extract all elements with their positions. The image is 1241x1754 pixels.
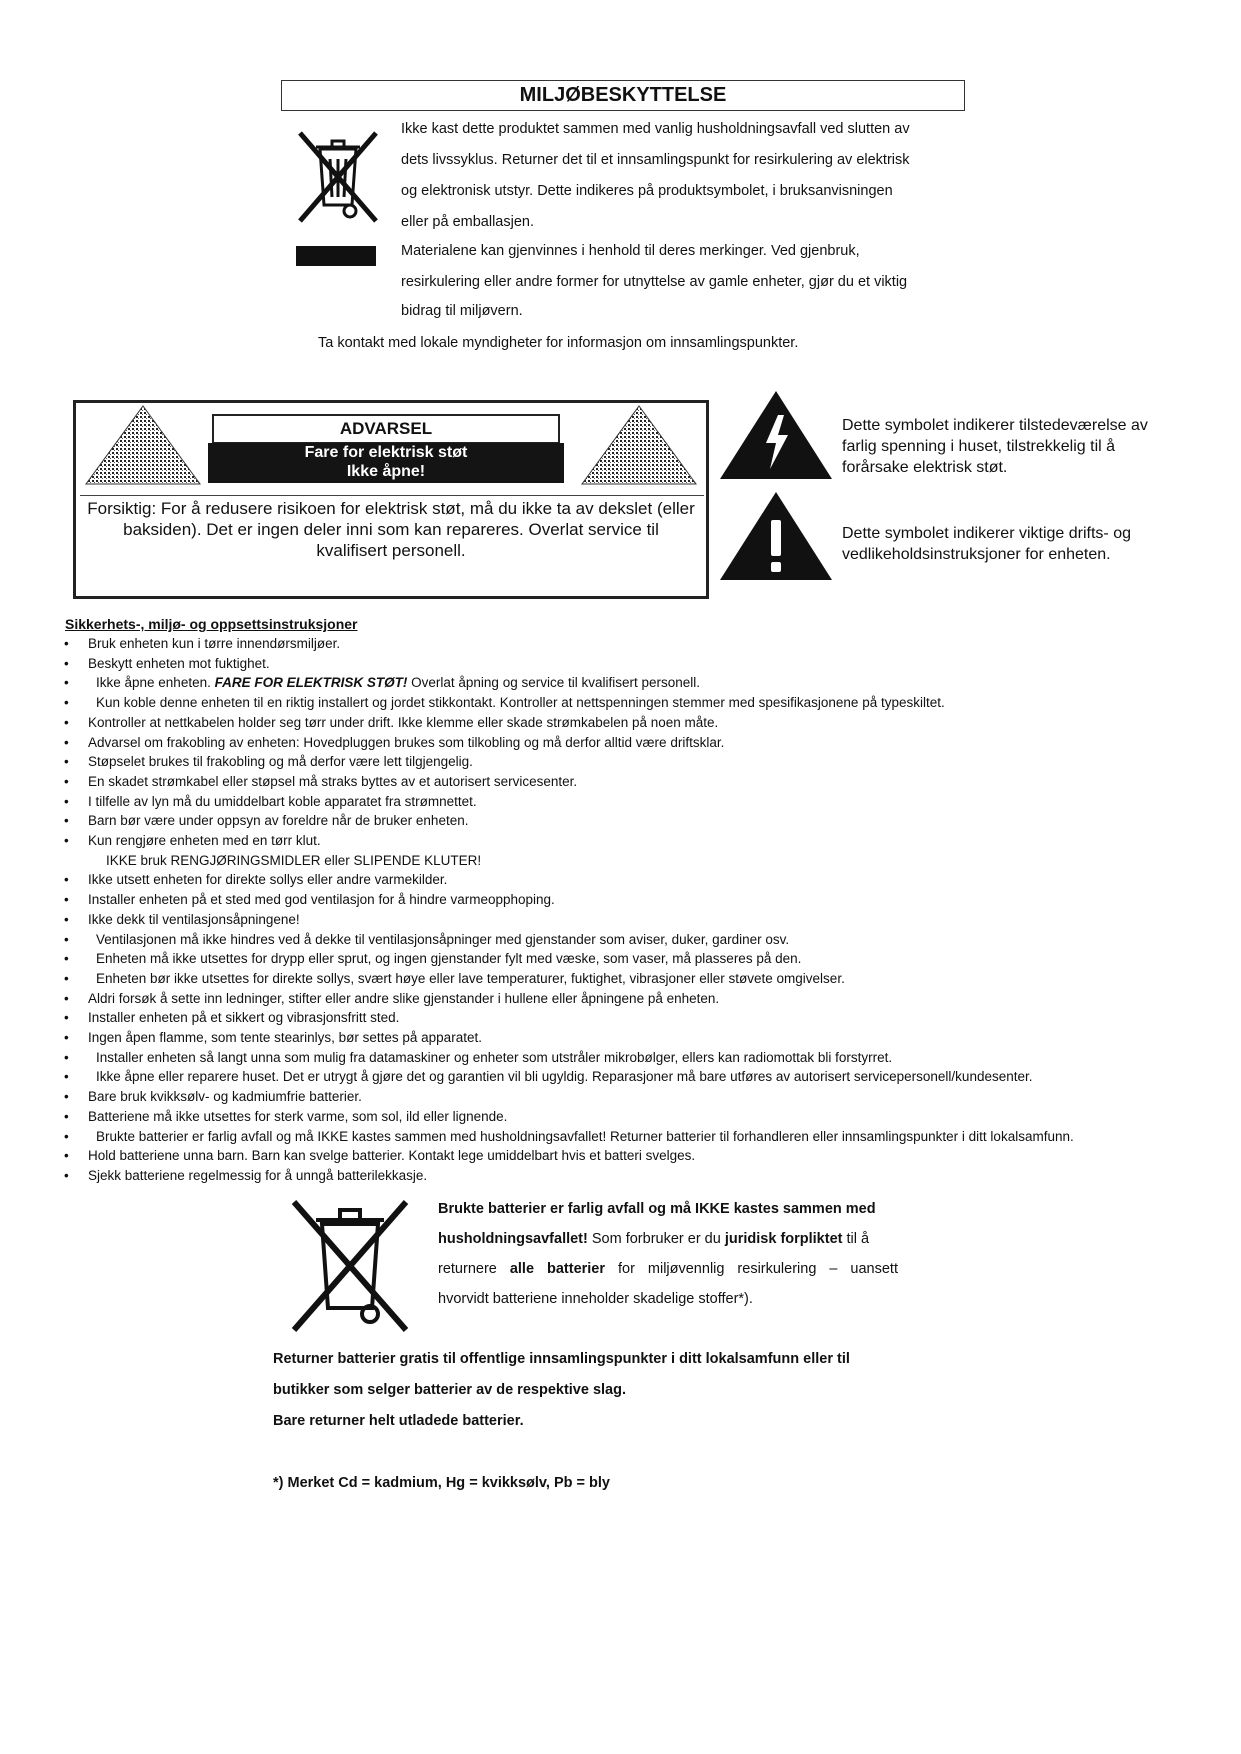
- battery-text-line: [438, 1259, 898, 1279]
- environment-line: eller på emballasjen.: [401, 214, 534, 230]
- warning-subtitle: Fare for elektrisk støt: [304, 444, 468, 461]
- instructions-list: [64, 634, 1184, 1186]
- crossed-bin-icon: [282, 1196, 418, 1336]
- list-item: • Installer enheten på et sikkert og vibrasjonsfritt sted.: [64, 1008, 1184, 1028]
- list-item: • I tilfelle av lyn må du umiddelbart koble apparatet fra strømnettet.: [64, 792, 1184, 812]
- lightning-symbol-text: Dette symbolet indikerer tilstedeværelse av farlig spenning i huset, tilstrekkelig til å forårsake elektrisk støt.: [842, 417, 1148, 476]
- environment-line: resirkulering eller andre former for utnyttelse av gamle enheter, gjør du et viktig: [401, 274, 908, 290]
- battery-bold-text: husholdningsavfallet!: [438, 1231, 588, 1247]
- battery-bold-text: alle batterier: [509, 1261, 606, 1277]
- list-item: • Installer enheten så langt unna som mulig fra datamaskiner og enheter som utstråler mikrobølger, ellers kan radiomottak bli forstyrret.: [64, 1048, 1184, 1068]
- list-item: • Beskytt enheten mot fuktighet.: [64, 654, 1184, 674]
- list-item-text: Overlat åpning og service til kvalifisert personell.: [411, 675, 701, 691]
- list-item: • Ikke åpne eller reparere huset. Det er utrygt å gjøre det og garantien vil bli ugyldig. Reparasjoner må bare utføres av autorisert servicepersonell/kundesenter.: [64, 1067, 1184, 1087]
- list-item: • Kontroller at nettkabelen holder seg tørr under drift. Ikke klemme eller skade strømkabelen på noen måte.: [64, 713, 1184, 733]
- black-bar-marker: [296, 246, 376, 266]
- environment-line: Ikke kast dette produktet sammen med vanlig husholdningsavfall ved slutten av: [401, 121, 910, 137]
- warning-subtitle: Ikke åpne!: [346, 463, 426, 480]
- list-item: IKKE bruk RENGJØRINGSMIDLER eller SLIPENDE KLUTER!: [106, 852, 482, 868]
- warning-title: ADVARSEL: [212, 414, 560, 444]
- battery-bold-text: juridisk forpliktet: [724, 1231, 843, 1247]
- battery-text: returnere: [438, 1261, 510, 1277]
- lightning-warning-icon: [718, 389, 834, 481]
- warning-triangle-icon: [580, 404, 698, 486]
- list-item: • Ikke utsett enheten for direkte sollys eller andre varmekilder.: [64, 870, 1184, 890]
- environment-line: bidrag til miljøvern.: [401, 303, 523, 319]
- battery-footer-line: Bare returner helt utladede batterier.: [273, 1413, 524, 1429]
- list-item: • En skadet strømkabel eller støpsel må straks byttes av et autorisert servicesenter.: [64, 772, 1184, 792]
- battery-footer-line: butikker som selger batterier av de respektive slag.: [273, 1382, 626, 1398]
- list-item: • Brukte batterier er farlig avfall og må IKKE kastes sammen med husholdningsavfallet! Returner batterier til forhandleren eller innsamlingspunkter i ditt lokalsamfunn.: [64, 1127, 1184, 1147]
- battery-footer-line: Returner batterier gratis til offentlige innsamlingspunkter i ditt lokalsamfunn eller til: [273, 1351, 850, 1367]
- environment-line: og elektronisk utstyr. Dette indikeres på produktsymbolet, i bruksanvisningen: [401, 183, 893, 199]
- list-item: • Ingen åpen flamme, som tente stearinlys, bør settes på apparatet.: [64, 1028, 1184, 1048]
- divider: [80, 495, 704, 496]
- list-item: • Ikke dekk til ventilasjonsåpningene!: [64, 910, 1184, 930]
- list-item: • Sjekk batteriene regelmessig for å unngå batterilekkasje.: [64, 1166, 1184, 1186]
- battery-text: Som forbruker er du: [587, 1231, 725, 1247]
- instructions-heading: Sikkerhets-, miljø- og oppsettsinstruksjoner: [65, 616, 358, 632]
- warning-black-band: [208, 443, 564, 483]
- battery-text: til å: [842, 1231, 870, 1247]
- battery-text-line: hvorvidt batteriene inneholder skadelige stoffer*).: [438, 1291, 753, 1307]
- list-item: • Enheten bør ikke utsettes for direkte sollys, svært høye eller lave temperaturer, fuktighet, vibrasjoner eller støvete omgivelser.: [64, 969, 1184, 989]
- exclamation-symbol-text: Dette symbolet indikerer viktige drifts- og vedlikeholdsinstruksjoner for enheten.: [842, 525, 1131, 563]
- environment-contact: Ta kontakt med lokale myndigheter for informasjon om innsamlingspunkter.: [318, 335, 799, 351]
- crossed-bin-icon: [290, 127, 386, 227]
- list-item: • Bruk enheten kun i tørre innendørsmiljøer.: [64, 634, 1184, 654]
- list-item: • Enheten må ikke utsettes for drypp eller sprut, og ingen gjenstander fylt med væske, som vaser, må plasseres på den.: [64, 949, 1184, 969]
- environment-line: dets livssyklus. Returner det til et innsamlingspunkt for resirkulering av elektrisk: [401, 152, 910, 168]
- list-item: • Hold batteriene unna barn. Barn kan svelge batterier. Kontakt lege umiddelbart hvis et batteri svelges.: [64, 1146, 1184, 1166]
- battery-text-line: [438, 1229, 869, 1249]
- list-item-text: Ikke åpne enheten.: [96, 675, 211, 691]
- list-item: • Advarsel om frakobling av enheten: Hovedpluggen brukes som tilkobling og må derfor alltid være driftsklar.: [64, 733, 1184, 753]
- battery-text-line: Brukte batterier er farlig avfall og må IKKE kastes sammen med: [438, 1201, 876, 1217]
- warning-caution-text: Forsiktig: For å redusere risikoen for elektrisk støt, må du ikke ta av dekslet (eller baksiden). Det er ingen deler inni som kan repareres. Overlat service til kvalifisert personell.: [87, 499, 695, 560]
- list-item: • Bare bruk kvikksølv- og kadmiumfrie batterier.: [64, 1087, 1184, 1107]
- environment-title: MILJØBESKYTTELSE: [281, 80, 965, 111]
- exclamation-warning-icon: [718, 490, 834, 582]
- list-item: • Ventilasjonen må ikke hindres ved å dekke til ventilasjonsåpninger med gjenstander som aviser, duker, gardiner osv.: [64, 930, 1184, 950]
- list-item: • Aldri forsøk å sette inn ledninger, stifter eller andre slike gjenstander i hullene eller åpningene på enheten.: [64, 989, 1184, 1009]
- battery-text: for miljøvennlig resirkulering – uansett: [605, 1261, 898, 1277]
- list-item: • Installer enheten på et sted med god ventilasjon for å hindre varmeopphoping.: [64, 890, 1184, 910]
- list-item: • Barn bør være under oppsyn av foreldre når de bruker enheten.: [64, 811, 1184, 831]
- list-item: • Batteriene må ikke utsettes for sterk varme, som sol, ild eller lignende.: [64, 1107, 1184, 1127]
- battery-footnote: *) Merket Cd = kadmium, Hg = kvikksølv, Pb = bly: [273, 1475, 610, 1491]
- environment-line: Materialene kan gjenvinnes i henhold til deres merkinger. Ved gjenbruk,: [401, 243, 860, 259]
- warning-triangle-icon: [84, 404, 202, 486]
- danger-text: FARE FOR ELEKTRISK STØT!: [214, 675, 408, 691]
- list-item: • Kun rengjøre enheten med en tørr klut.: [64, 831, 1184, 851]
- list-item: • Støpselet brukes til frakobling og må derfor være lett tilgjengelig.: [64, 752, 1184, 772]
- list-item: • Kun koble denne enheten til en riktig installert og jordet stikkontakt. Kontroller at nettspenningen stemmer med spesifikasjonene på typeskiltet.: [64, 693, 1184, 713]
- list-item: [64, 673, 1184, 693]
